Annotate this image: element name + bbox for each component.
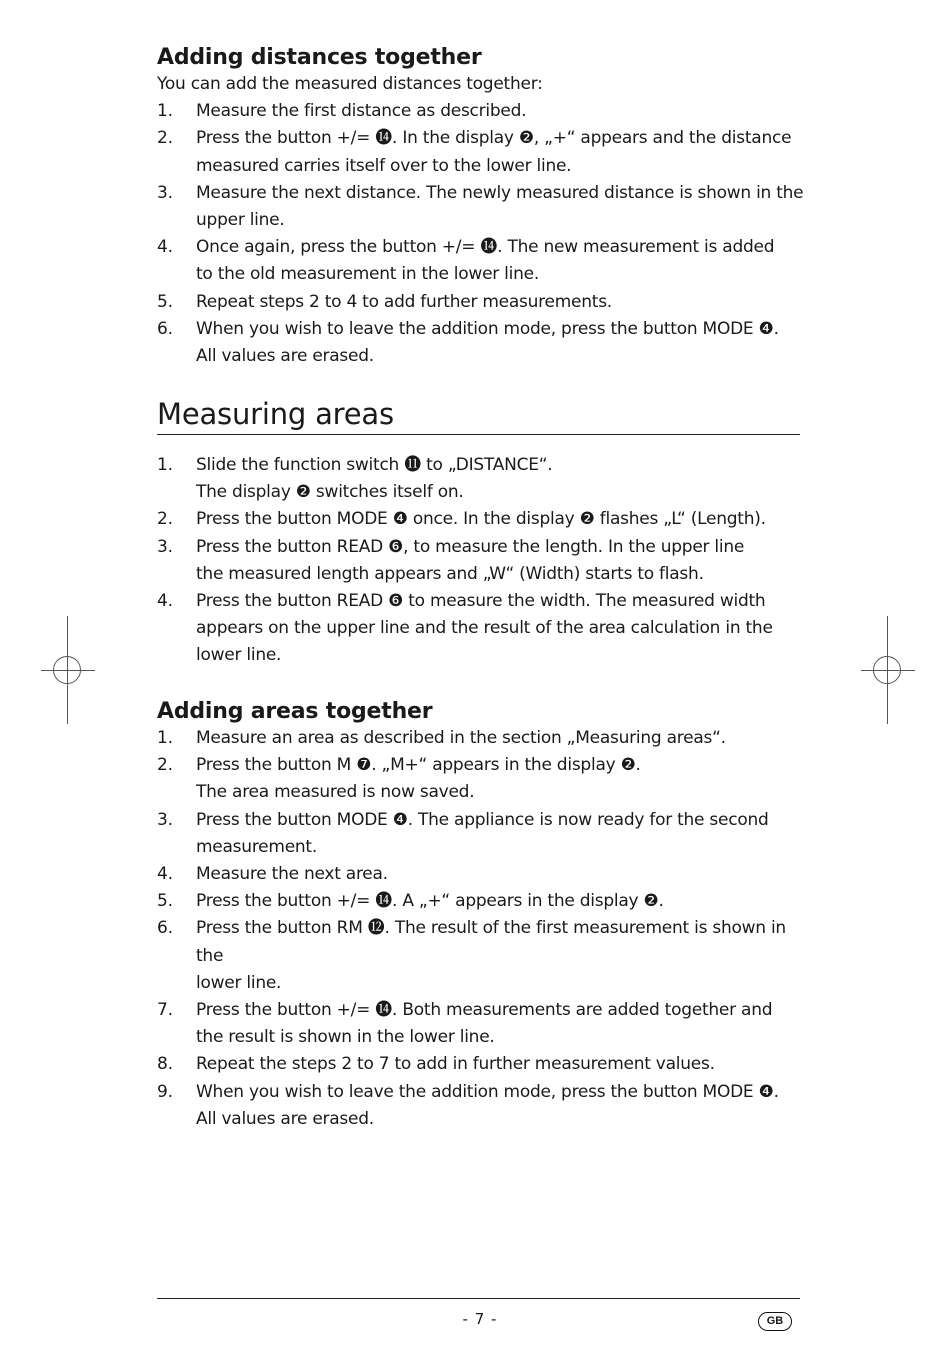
step-number: 4.: [157, 864, 173, 885]
heading-rule: [157, 434, 800, 435]
registration-mark-left: [41, 616, 95, 724]
step-number: 2.: [157, 128, 173, 149]
step-number: 3.: [157, 182, 173, 203]
registration-circle: [53, 656, 81, 684]
step-number: 4.: [157, 237, 173, 258]
list-item: [157, 725, 811, 752]
step-number: 3.: [157, 809, 173, 830]
step-number: 2.: [157, 509, 173, 530]
step-text: Press the button READ ❻, to measure the length. In the upper line the measured length appears and „W“ (Width) starts to flash.: [196, 536, 745, 584]
list-item: [157, 588, 806, 670]
section-measuring-areas: [157, 396, 800, 670]
step-text: Press the button +/= ⓮. Both measurements are added together and the result is shown in the lower line.: [196, 1000, 773, 1048]
step-number: 8.: [157, 1054, 173, 1075]
section-adding-distances: [157, 44, 804, 370]
list-item: [157, 180, 806, 234]
step-text: Press the button RM ⓬. The result of the first measurement is shown in the lower line.: [196, 918, 786, 993]
step-text: Once again, press the button +/= ⓮. The new measurement is added to the old measurement in the lower line.: [196, 237, 775, 285]
list-item: [157, 506, 806, 533]
list-item: [157, 997, 811, 1051]
chapter-heading: Measuring areas: [157, 397, 394, 431]
section-heading: Adding distances together: [157, 45, 482, 70]
step-text: Press the button M ❼. „M+“ appears in the display ❷. The area measured is now saved.: [196, 755, 641, 803]
step-text: Slide the function switch ⓫ to „DISTANCE“. The display ❷ switches itself on.: [196, 455, 553, 503]
list-item: [157, 98, 806, 125]
list-item: [157, 1079, 811, 1133]
step-number: 2.: [157, 755, 173, 776]
step-text: Repeat the steps 2 to 7 to add in further measurement values.: [196, 1054, 715, 1075]
page-number: - 7 -: [462, 1310, 498, 1328]
step-number: 1.: [157, 728, 173, 748]
step-text: When you wish to leave the addition mode, press the button MODE ❹. All values are erased.: [196, 318, 779, 367]
section-adding-areas: [157, 698, 800, 1133]
step-text: Press the button MODE ❹. The appliance is now ready for the second measurement.: [196, 809, 769, 857]
language-badge: GB: [758, 1312, 792, 1331]
step-number: 5.: [157, 291, 173, 312]
list-item: [157, 915, 811, 997]
steps-list: [157, 725, 800, 1133]
step-text: Press the button +/= ⓮. In the display ❷, „+“ appears and the distance measured carries itself over to the lower line.: [196, 128, 792, 176]
registration-mark-right: [861, 616, 915, 724]
list-item: [157, 316, 806, 370]
steps-list: [157, 98, 804, 370]
list-item: [157, 807, 811, 861]
section-intro: You can add the measured distances together:: [157, 74, 543, 94]
step-text: Press the button MODE ❹ once. In the display ❷ flashes „L“ (Length).: [196, 509, 766, 530]
step-number: 9.: [157, 1081, 173, 1102]
step-text: Measure the next distance. The newly measured distance is shown in the upper line.: [196, 182, 804, 231]
registration-circle: [873, 656, 901, 684]
step-text: Measure an area as described in the section „Measuring areas“.: [196, 728, 726, 748]
step-text: Press the button +/= ⓮. A „+“ appears in the display ❷.: [196, 891, 664, 912]
step-text: When you wish to leave the addition mode, press the button MODE ❹. All values are erased.: [196, 1081, 779, 1129]
step-number: 1.: [157, 455, 173, 475]
step-number: 4.: [157, 591, 173, 612]
list-item: [157, 861, 811, 888]
step-number: 5.: [157, 891, 173, 912]
list-item: [157, 125, 806, 179]
list-item: [157, 752, 811, 806]
step-text: Measure the next area.: [196, 864, 388, 885]
step-text: Press the button READ ❻ to measure the width. The measured width appears on the upper line and the result of the area calculation in the lower line.: [196, 591, 773, 666]
step-number: 6.: [157, 918, 173, 939]
list-item: [157, 234, 806, 288]
list-item: [157, 888, 811, 915]
step-number: 3.: [157, 536, 173, 557]
step-number: 7.: [157, 1000, 173, 1021]
step-text: Repeat steps 2 to 4 to add further measurements.: [196, 291, 612, 312]
step-text: Measure the first distance as described.: [196, 101, 527, 122]
steps-list: [157, 452, 800, 670]
list-item: [157, 1051, 811, 1078]
step-number: 6.: [157, 318, 173, 339]
list-item: [157, 289, 806, 316]
step-number: 1.: [157, 101, 173, 122]
section-heading: Adding areas together: [157, 699, 433, 724]
list-item: [157, 534, 806, 588]
footer-rule: [157, 1298, 800, 1299]
list-item: [157, 452, 806, 506]
